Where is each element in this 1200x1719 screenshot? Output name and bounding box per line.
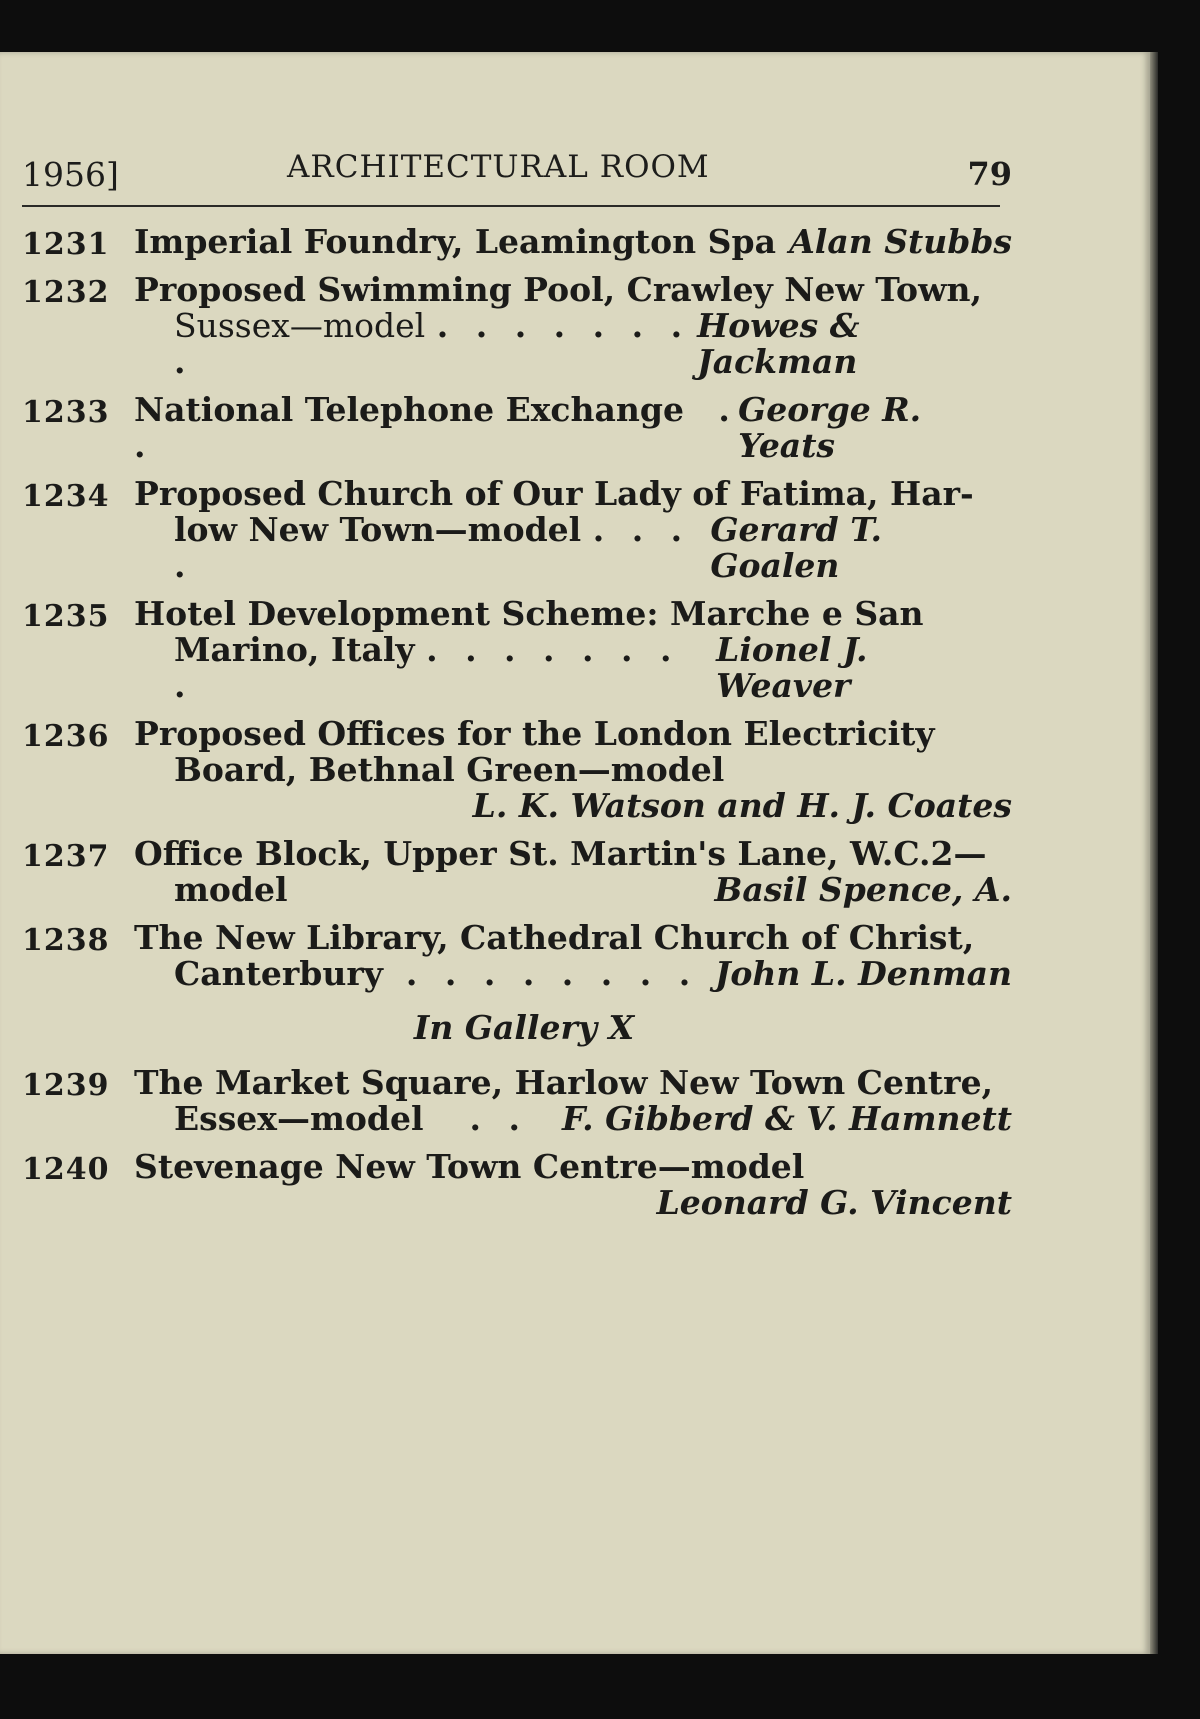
entry-title-cont: Canterbury: [174, 954, 383, 993]
entry-number: 1238: [22, 923, 110, 958]
header-year: 1956]: [22, 155, 119, 194]
entry-title: Stevenage New Town Centre—model: [134, 1147, 805, 1186]
entry-title-cont: Board, Bethnal Green—model: [174, 750, 725, 789]
entry-title-cont: low New Town—model: [174, 510, 582, 549]
catalogue-entry: [22, 392, 1012, 464]
leader-dots: . .: [134, 390, 738, 465]
catalogue-entry: [22, 836, 1012, 908]
leader-dots: . . . . . . . .: [174, 630, 680, 705]
entry-number: 1234: [22, 479, 110, 514]
page-number: 79: [967, 155, 1012, 193]
entry-number: 1237: [22, 839, 110, 874]
gallery-heading: In Gallery X: [413, 1008, 635, 1047]
entry-number: 1235: [22, 599, 110, 634]
entry-title: Hotel Development Scheme: Marche e San: [134, 594, 924, 633]
entry-architect: Lionel J. Weaver: [716, 630, 868, 705]
entry-architect: Howes & Jackman: [697, 306, 860, 381]
catalogue-entry: [22, 596, 1012, 704]
catalogue-entry: [22, 476, 1012, 584]
entry-architect: Leonard G. Vincent: [656, 1183, 1012, 1222]
entry-architect: Alan Stubbs: [789, 222, 1012, 261]
entry-number: 1239: [22, 1068, 110, 1103]
entry-number: 1236: [22, 719, 110, 754]
leader-dots: . . . . . . . .: [405, 954, 699, 993]
entry-title: Office Block, Upper St. Martin's Lane, W.C.2—: [134, 834, 987, 873]
entry-title: National Telephone Exchange: [134, 390, 684, 429]
entry-architect: John L. Denman: [714, 954, 1012, 993]
entry-architect: Gerard T. Goalen: [710, 510, 882, 585]
entry-title: Proposed Swimming Pool, Crawley New Town,: [134, 270, 982, 309]
entry-title-cont: Essex—model: [174, 1099, 424, 1138]
entry-number: 1233: [22, 395, 110, 430]
entry-title: The New Library, Cathedral Church of Christ,: [134, 918, 975, 957]
entry-architect: Basil Spence, A.: [714, 870, 1012, 909]
catalogue-entry: [22, 716, 1012, 824]
catalogue-entry: [22, 224, 1012, 260]
entry-number: 1240: [22, 1152, 110, 1187]
entry-title: Proposed Church of Our Lady of Fatima, Har-: [134, 474, 974, 513]
running-head: [22, 149, 1012, 199]
catalogue-entry: [22, 920, 1012, 992]
book-page: [0, 52, 1150, 1654]
entry-title-cont: Sussex—model: [174, 306, 426, 345]
entry-title: Imperial Foundry, Leamington Spa: [134, 222, 776, 261]
entry-title-cont: Marino, Italy: [174, 630, 415, 669]
entry-number: 1232: [22, 275, 110, 310]
entry-title-cont: model: [174, 870, 288, 909]
entry-title: Proposed Offices for the London Electricity: [134, 714, 935, 753]
entry-architect: George R. Yeats: [738, 390, 922, 465]
header-rule: [22, 205, 1000, 207]
entry-title: The Market Square, Harlow New Town Centre,: [134, 1063, 994, 1102]
catalogue-entries: [22, 224, 1012, 1233]
entry-architect: F. Gibberd & V. Hamnett: [562, 1099, 1012, 1138]
catalogue-entry: [22, 1065, 1012, 1137]
catalogue-entry: [22, 1149, 1012, 1221]
leader-dots: . . . . . . . .: [174, 306, 691, 381]
catalogue-entry: [22, 272, 1012, 380]
leader-dots: . .: [469, 1099, 528, 1138]
header-title: ARCHITECTURAL ROOM: [287, 149, 710, 185]
entry-number: 1231: [22, 227, 110, 262]
entry-architect: L. K. Watson and H. J. Coates: [472, 786, 1012, 825]
leader-dots: . . . .: [174, 510, 691, 585]
